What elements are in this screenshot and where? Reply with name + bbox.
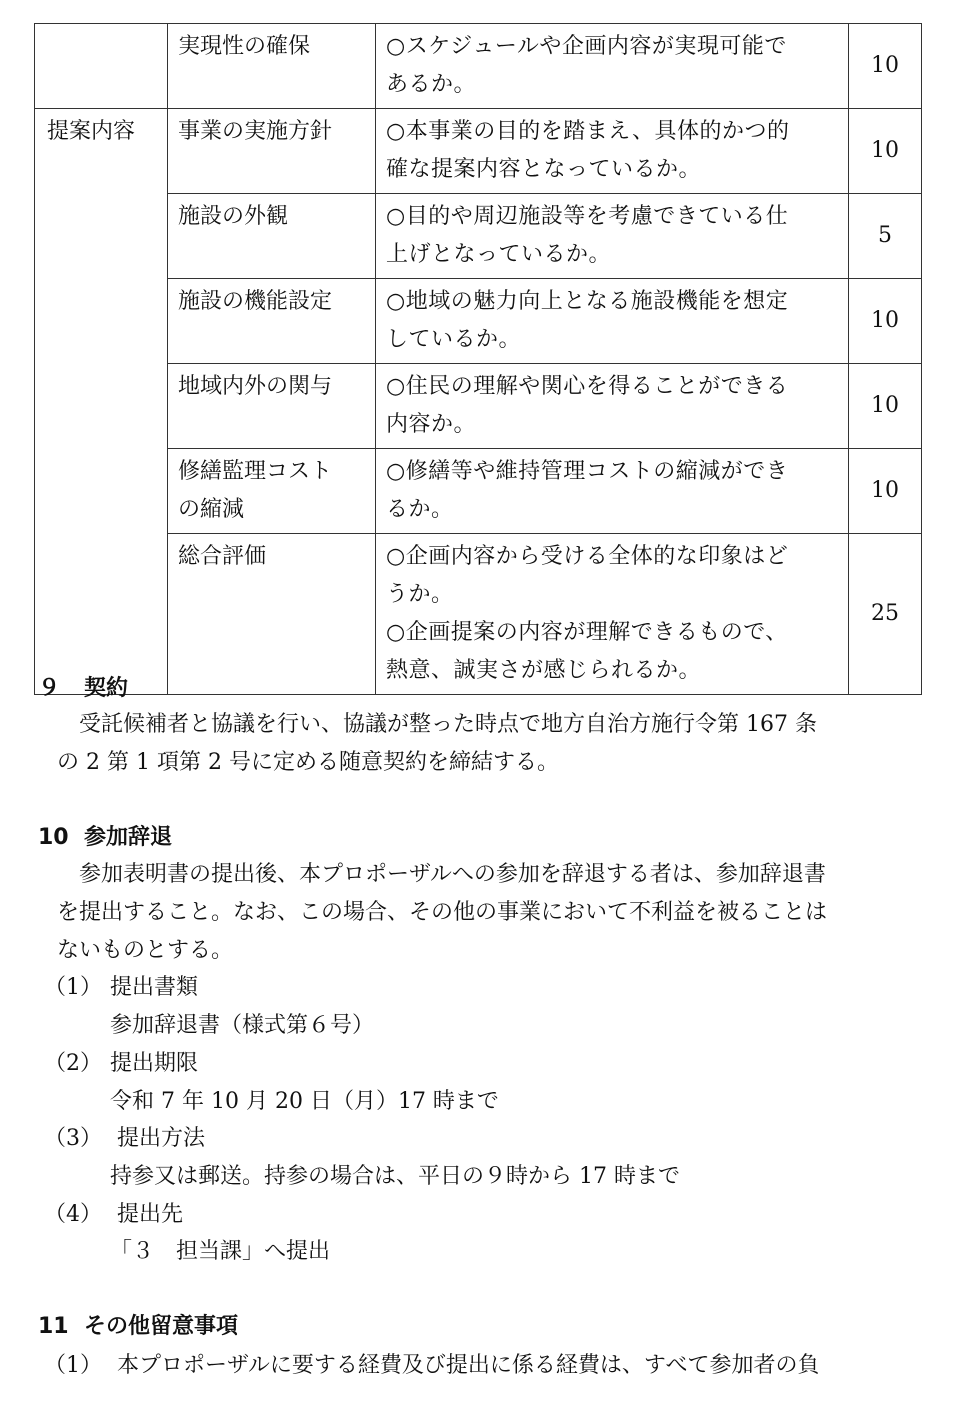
paragraph-line: を提出すること。なお、この場合、その他の事業において不利益を被ることは	[57, 900, 828, 925]
item-label: 提出方法	[110, 1126, 205, 1151]
item-label: 提出先	[110, 1202, 183, 1227]
criteria-line: しているか。	[386, 327, 522, 352]
section-title: 参加辞退	[84, 825, 173, 850]
category-cell	[35, 24, 168, 109]
paragraph-line: 受託候補者と協議を行い、協議が整った時点で地方自治方施行令第 167 条	[79, 712, 817, 737]
section-number: 11	[38, 1314, 69, 1339]
section-paragraph	[57, 706, 923, 782]
item-line: 施設の外観	[178, 204, 289, 229]
table-row	[35, 449, 922, 534]
item-label: 提出書類	[110, 975, 199, 1000]
criteria-line: 内容か。	[386, 412, 477, 437]
score-cell: 10	[849, 364, 922, 449]
section-heading	[38, 1309, 238, 1345]
criteria-line: るか。	[386, 497, 454, 522]
criteria-line: ○住民の理解や関心を得ることができる	[386, 374, 789, 399]
item-line: 施設の機能設定	[178, 289, 333, 314]
criteria-line: 確な提案内容となっているか。	[386, 157, 702, 182]
criteria-line: 上げとなっているか。	[386, 242, 612, 267]
section-number: 10	[38, 825, 69, 850]
item-cell	[168, 194, 376, 279]
criteria-line: あるか。	[386, 72, 477, 97]
list-item	[44, 1120, 205, 1158]
item-label: 本プロポーザルに要する経費及び提出に係る経費は、すべて参加者の負	[110, 1353, 820, 1378]
category-cell: 提案内容	[35, 109, 168, 695]
item-detail: 持参又は郵送。持参の場合は、平日の９時から 17 時まで	[110, 1164, 680, 1189]
item-detail: 令和 7 年 10 月 20 日（月）17 時まで	[110, 1089, 499, 1114]
item-cell	[168, 24, 376, 109]
item-number: （1）	[44, 1353, 102, 1378]
score-cell: 10	[849, 279, 922, 364]
paragraph-line: の 2 第 1 項第 2 号に定める随意契約を締結する。	[57, 750, 559, 775]
table-row	[35, 534, 922, 695]
criteria-line: ○地域の魅力向上となる施設機能を想定	[386, 289, 789, 314]
item-number: （3）	[44, 1126, 102, 1151]
item-number: （4）	[44, 1202, 102, 1227]
list-item	[44, 1045, 198, 1083]
evaluation-table	[34, 23, 922, 695]
score-cell: 10	[849, 109, 922, 194]
criteria-line: うか。	[386, 582, 454, 607]
evaluation-table-body	[35, 24, 922, 695]
item-number: （2）	[44, 1051, 102, 1076]
section-number: ９	[38, 676, 61, 701]
item-cell	[168, 279, 376, 364]
paragraph-line: 参加表明書の提出後、本プロポーザルへの参加を辞退する者は、参加辞退書	[79, 862, 826, 887]
list-item	[44, 1347, 819, 1385]
item-cell	[168, 449, 376, 534]
list-item	[44, 969, 198, 1007]
item-line: 修繕監理コスト	[178, 459, 333, 484]
table-row	[35, 109, 922, 194]
criteria-cell	[376, 364, 849, 449]
criteria-cell	[376, 279, 849, 364]
criteria-line: ○スケジュールや企画内容が実現可能で	[386, 34, 787, 59]
section-title: 契約	[84, 676, 129, 701]
item-cell	[168, 534, 376, 695]
list-item	[44, 1196, 183, 1234]
section-heading	[38, 671, 128, 707]
item-detail: 参加辞退書（様式第６号）	[110, 1013, 375, 1038]
table-row	[35, 364, 922, 449]
table-row	[35, 24, 922, 109]
item-line: 実現性の確保	[178, 34, 311, 59]
criteria-cell	[376, 449, 849, 534]
criteria-line: ○企画提案の内容が理解できるもので、	[386, 620, 788, 645]
item-line: 事業の実施方針	[178, 119, 333, 144]
criteria-line: ○修繕等や維持管理コストの縮減ができ	[386, 459, 789, 484]
table-row	[35, 279, 922, 364]
item-number: （1）	[44, 975, 102, 1000]
section-heading	[38, 820, 172, 856]
section-paragraph	[57, 856, 923, 970]
criteria-cell	[376, 24, 849, 109]
criteria-cell	[376, 109, 849, 194]
item-detail: 「３ 担当課」へ提出	[110, 1239, 331, 1264]
item-label: 提出期限	[110, 1051, 199, 1076]
criteria-line: ○企画内容から受ける全体的な印象はど	[386, 544, 789, 569]
score-cell: 25	[849, 534, 922, 695]
criteria-line: ○目的や周辺施設等を考慮できている仕	[386, 204, 789, 229]
criteria-line: 熱意、誠実さが感じられるか。	[386, 658, 702, 683]
paragraph-line: ないものとする。	[57, 938, 234, 963]
item-line: 地域内外の関与	[178, 374, 333, 399]
section-title: その他留意事項	[84, 1314, 239, 1339]
score-cell: 10	[849, 449, 922, 534]
item-cell	[168, 364, 376, 449]
score-cell: 5	[849, 194, 922, 279]
item-cell	[168, 109, 376, 194]
criteria-cell	[376, 534, 849, 695]
table-row	[35, 194, 922, 279]
score-cell: 10	[849, 24, 922, 109]
item-line: の縮減	[178, 497, 245, 522]
criteria-cell	[376, 194, 849, 279]
criteria-line: ○本事業の目的を踏まえ、具体的かつ的	[386, 119, 790, 144]
item-line: 総合評価	[178, 544, 267, 569]
